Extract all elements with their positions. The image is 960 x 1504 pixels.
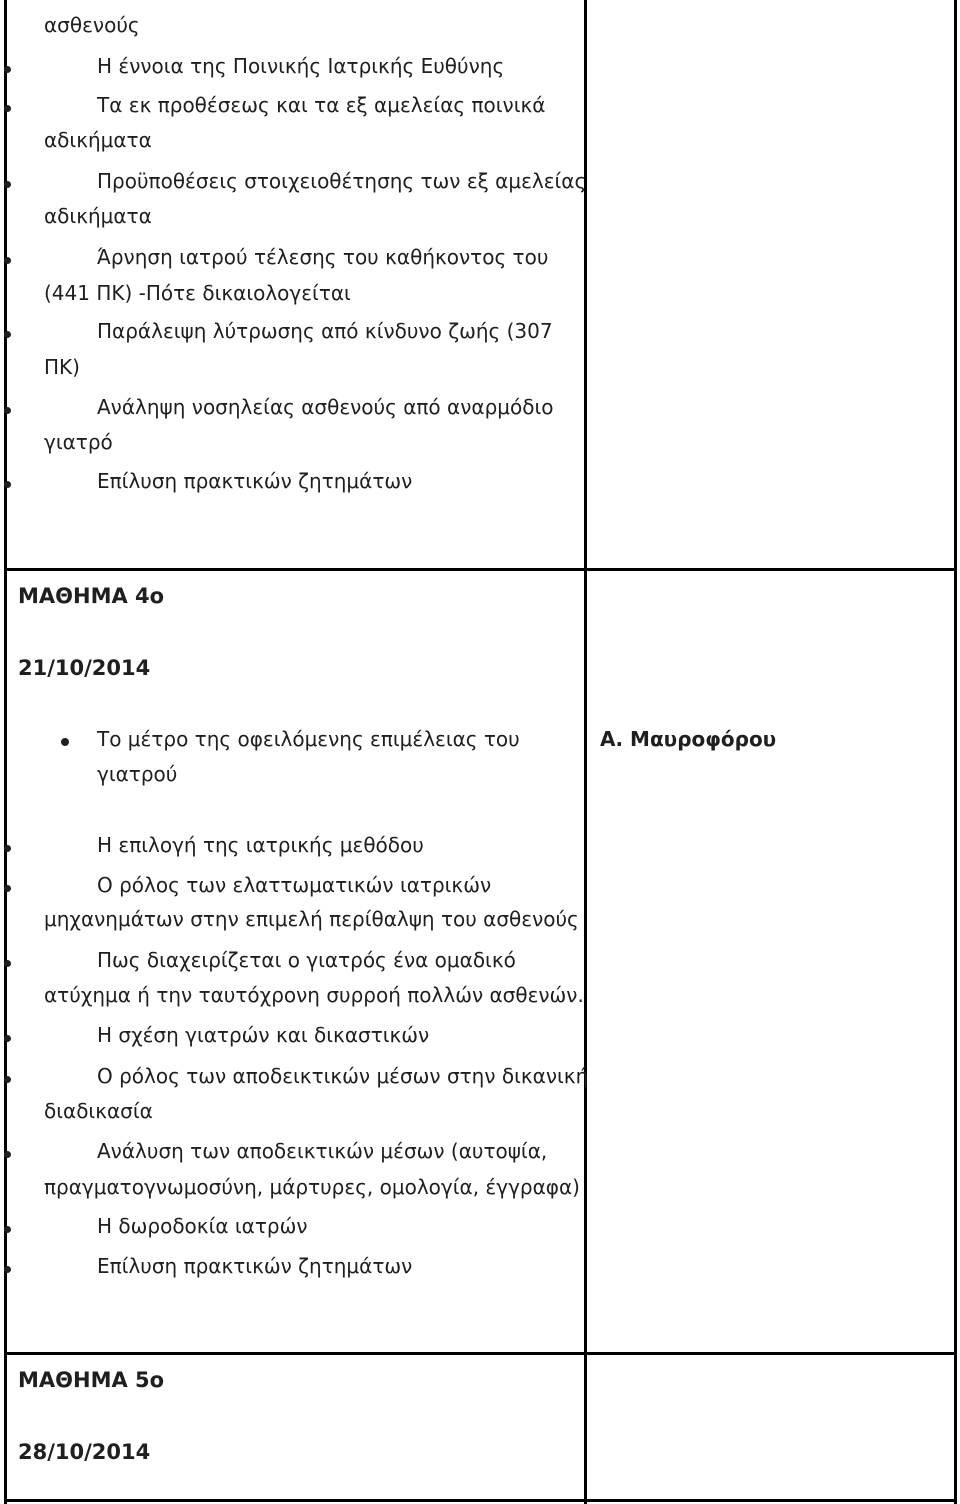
list-item: Παράλειψη λύτρωσης από κίνδυνο ζωής (307: [97, 319, 553, 343]
table-border-middle: [584, 0, 587, 1504]
list-item: Επίλυση πρακτικών ζητημάτων: [97, 1254, 413, 1278]
list-item-continuation: διαδικασία: [44, 1099, 153, 1123]
bullet: [4, 105, 11, 112]
list-item: Άρνηση ιατρού τέλεσης του καθήκοντος του: [97, 245, 549, 269]
list-item-continuation: γιατρό: [44, 430, 113, 454]
list-item: Ανάλυση των αποδεικτικών μέσων (αυτοψία,: [97, 1139, 548, 1163]
bullet: [4, 1035, 11, 1042]
row-divider: [4, 568, 957, 571]
bullet: [4, 331, 11, 338]
continued-text: ασθενούς: [44, 13, 140, 37]
lesson-date: 21/10/2014: [18, 656, 151, 680]
list-item: Η έννοια της Ποινικής Ιατρικής Ευθύνης: [97, 54, 505, 78]
row-divider: [4, 1499, 957, 1502]
list-item-continuation: αδικήματα: [44, 204, 152, 228]
list-item: Ο ρόλος των αποδεικτικών μέσων στην δικανική: [97, 1064, 589, 1088]
bullet: [61, 738, 69, 746]
bullet: [4, 1266, 11, 1273]
list-item: Επίλυση πρακτικών ζητημάτων: [97, 469, 413, 493]
instructor-name: Α. Μαυροφόρου: [600, 727, 777, 751]
list-item-continuation: γιατρού: [97, 762, 178, 786]
list-item: Ανάληψη νοσηλείας ασθενούς από αναρμόδιο: [97, 395, 554, 419]
table-border-left: [4, 0, 7, 1504]
bullet: [4, 257, 11, 264]
list-item: Πως διαχειρίζεται ο γιατρός ένα ομαδικό: [97, 948, 516, 972]
bullet: [4, 481, 11, 488]
bullet: [4, 960, 11, 967]
bullet: [4, 1151, 11, 1158]
table-border-right: [954, 0, 957, 1504]
list-item: Η επιλογή της ιατρικής μεθόδου: [97, 833, 424, 857]
list-item: Τα εκ προθέσεως και τα εξ αμελείας ποινικά: [97, 93, 546, 117]
lesson-title: ΜΑΘΗΜΑ 4ο: [18, 584, 165, 608]
list-item: Το μέτρο της οφειλόμενης επιμέλειας του: [97, 727, 520, 751]
bullet: [4, 885, 11, 892]
list-item-continuation: (441 ΠΚ) -Πότε δικαιολογείται: [44, 281, 351, 305]
lesson-date: 28/10/2014: [18, 1440, 151, 1464]
lesson-title: ΜΑΘΗΜΑ 5ο: [18, 1368, 165, 1392]
list-item: Προϋποθέσεις στοιχειοθέτησης των εξ αμελείας: [97, 169, 587, 193]
bullet: [4, 66, 11, 73]
list-item-continuation: ατύχημα ή την ταυτόχρονη συρροή πολλών ασθενών.: [44, 983, 584, 1007]
bullet: [4, 845, 11, 852]
list-item-continuation: αδικήματα: [44, 128, 152, 152]
list-item-continuation: πραγματογνωμοσύνη, μάρτυρες, ομολογία, έγγραφα): [44, 1175, 580, 1199]
list-item: Ο ρόλος των ελαττωματικών ιατρικών: [97, 873, 492, 897]
bullet: [4, 1226, 11, 1233]
list-item: Η σχέση γιατρών και δικαστικών: [97, 1023, 430, 1047]
bullet: [4, 407, 11, 414]
list-item-continuation: ΠΚ): [44, 355, 80, 379]
list-item: Η δωροδοκία ιατρών: [97, 1214, 308, 1238]
list-item-continuation: μηχανημάτων στην επιμελή περίθαλψη του ασθενούς: [44, 907, 579, 931]
row-divider: [4, 1352, 957, 1355]
bullet: [4, 1076, 11, 1083]
bullet: [4, 181, 11, 188]
